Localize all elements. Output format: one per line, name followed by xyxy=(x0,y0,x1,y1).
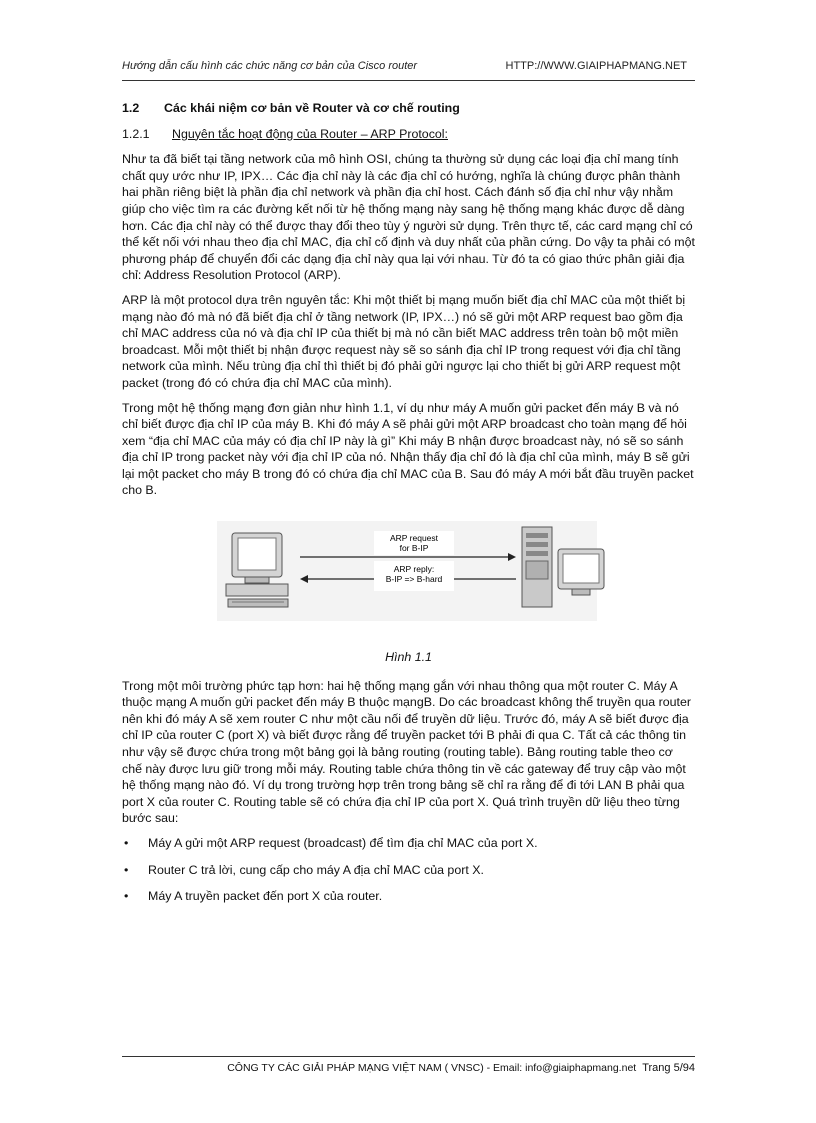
paragraph-intro: Như ta đã biết tại tầng network của mô hình OSI, chúng ta thường sử dụng các loại địa chỉ mang tính chất quy ước như IP, IPX… Các địa chỉ này là các địa chỉ có hướng, nghĩa là chúng được phân thành hai phần riêng biệt là phần địa chỉ network và phần địa chỉ host. Cách đánh số địa chỉ như vậy nhằm giúp cho việc tìm ra các đường kết nối từ hệ thống mạng này sang hệ thống mạng khác được dễ dàng hơn. Các địa chỉ này có thể được thay đổi theo tùy ý người sử dụng. Trên thực tế, các card mạng chỉ có thể kết nối với nhau theo địa chỉ MAC, địa chỉ cố định và duy nhất của phần cứng. Do vậy ta phải có một phương pháp để chuyển đổi các dạng địa chỉ này qua lại với nhau. Từ đó ta có giao thức phân giải địa chỉ: Address Resolution Protocol (ARP). xyxy=(122,152,695,283)
steps-list xyxy=(122,835,695,905)
header-divider xyxy=(122,80,695,81)
arp-reply-label-1: ARP reply: xyxy=(393,564,435,575)
footer-divider xyxy=(122,1056,695,1057)
paragraph-example: Trong một hệ thống mạng đơn giản như hình 1.1, ví dụ như máy A muốn gửi packet đến máy B và nó chỉ biết được địa chỉ IP của máy B. Khi đó máy A sẽ phải gửi một ARP broadcast cho toàn mạng để hỏi xem “địa chỉ MAC của máy có địa chỉ IP này là gì” Khi máy B nhận được broadcast này, nó sẽ so sánh địa chỉ IP trong packet này với địa chỉ IP của nó. Nhận thấy địa chỉ đó là địa chỉ của mình, máy B sẽ gửi lại một packet cho máy B trong đó có chứa địa chỉ MAC của B. Sau đó máy A mới bắt đầu truyền packet cho B. xyxy=(122,400,694,498)
section-heading xyxy=(122,100,695,117)
list-item xyxy=(122,888,695,905)
footer-company: CÔNG TY CÁC GIẢI PHÁP MẠNG VIỆT NAM ( VNSC) - Email: info@giaiphapmang.net xyxy=(227,1062,637,1074)
list-item xyxy=(122,862,695,879)
bullet-icon: • xyxy=(124,889,129,904)
page-content xyxy=(122,100,695,915)
paragraph-arp-principle: ARP là một protocol dựa trên nguyên tắc: Khi một thiết bị mạng muốn biết địa chỉ MAC của một thiết bị mạng nào đó mà nó đã biết địa chỉ ở tầng network (IP, IPX…) nó sẽ gửi một ARP request bao gồm địa chỉ MAC address của nó và địa chỉ IP của thiết bị mà nó cần biết MAC address trên toàn bộ một miền broadcast. Mỗi một thiết bị nhận được request này sẽ so sánh địa chỉ IP trong request với địa chỉ tầng network của mình. Nếu trùng địa chỉ thì thiết bị đó phải gửi ngược lại cho thiết bị gửi ARP request một packet (trong đó có chứa địa chỉ MAC của mình). xyxy=(122,292,686,390)
list-item-text: Máy A truyền packet đến port X của router. xyxy=(148,889,383,904)
subsection-number: 1.2.1 xyxy=(122,126,150,141)
arp-diagram xyxy=(122,521,695,641)
page-number: Trang 5/94 xyxy=(642,1062,695,1074)
list-item-text: Router C trả lời, cung cấp cho máy A địa chỉ MAC của port X. xyxy=(148,862,484,877)
list-item-text: Máy A gửi một ARP request (broadcast) để tìm địa chỉ MAC của port X. xyxy=(148,836,538,850)
page-header xyxy=(122,60,695,76)
header-title: Hướng dẫn cấu hình các chức năng cơ bản của Cisco router xyxy=(122,60,418,72)
figure-caption: Hình 1.1 xyxy=(385,650,432,665)
computer-a-icon xyxy=(226,533,288,607)
arp-diagram-svg xyxy=(122,521,695,641)
section-title: Các khái niệm cơ bản về Router và cơ chế routing xyxy=(164,101,460,115)
arp-request-label-1: ARP request xyxy=(389,533,439,544)
header-url[interactable]: HTTP://WWW.GIAIPHAPMANG.NET xyxy=(505,60,687,72)
paragraph-router: Trong một môi trường phức tạp hơn: hai hệ thống mạng gắn với nhau thông qua một router C. Máy A thuộc mạng A muốn gửi packet đến máy B thuộc mạngB. Do các broadcast không thể truyền qua router nên khi đó máy A sẽ xem router C như một cầu nối để truyền dữ liệu. Trước đó, máy A sẽ biết được địa chỉ IP của router C (port X) và biết được rằng để truyền packet tới B phải đi qua C. Tất cả các thông tin như vậy sẽ được chứa trong một bảng gọi là bảng routing (routing table). Bảng routing table theo cơ chế này được lưu giữ trong mỗi máy. Routing table chứa thông tin về các gateway để truy cập vào một hệ thống mạng nào đó. Ví dụ trong trường hợp trên trong bảng sẽ chỉ ra rằng để đi tới LAN B phải qua port X của router C. Routing table sẽ có chứa địa chỉ IP của port X. Quá trình truyền dữ liệu theo từng bước sau: xyxy=(122,678,691,826)
arp-reply-label-2: B-IP => B-hard xyxy=(385,574,443,585)
list-item xyxy=(122,835,695,852)
page-footer xyxy=(122,1062,695,1074)
bullet-icon: • xyxy=(124,836,129,850)
arp-request-label-2: for B-IP xyxy=(399,543,429,554)
subsection-title: Nguyên tắc hoạt động của Router – ARP Protocol: xyxy=(172,126,448,141)
bullet-icon: • xyxy=(124,862,129,877)
section-number: 1.2 xyxy=(122,101,140,115)
subsection-heading xyxy=(122,126,695,143)
